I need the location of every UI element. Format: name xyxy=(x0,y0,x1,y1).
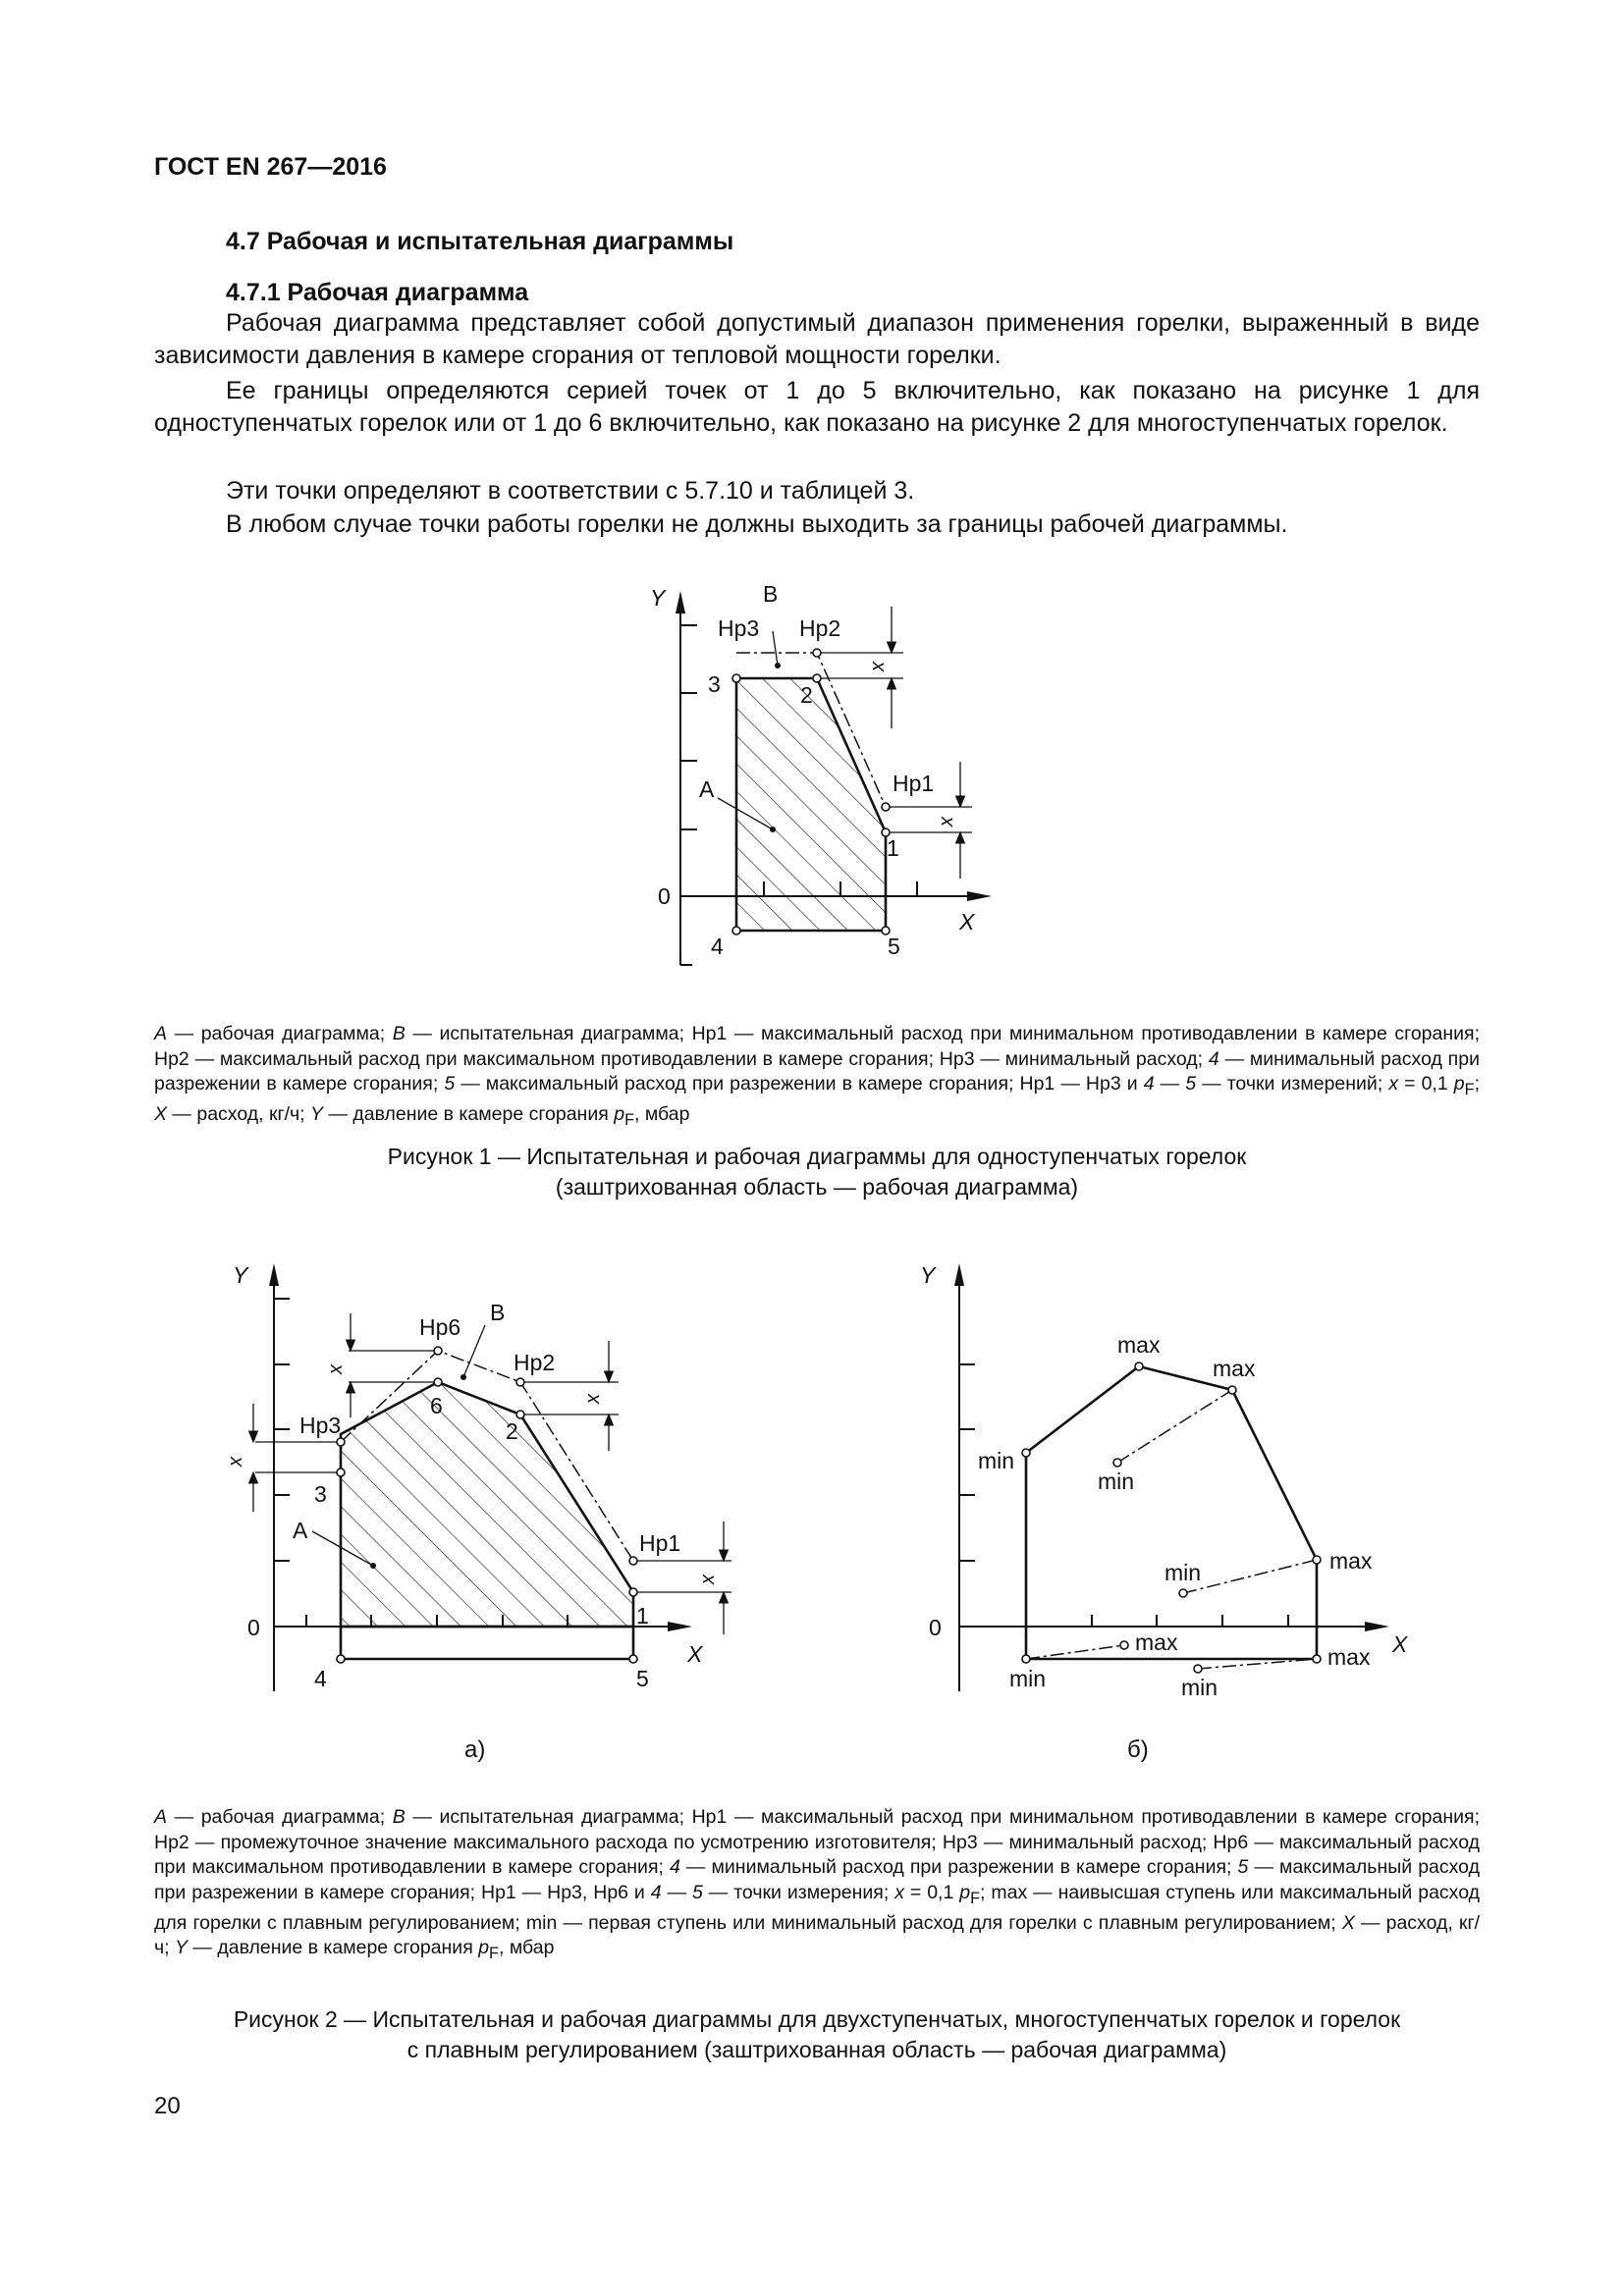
fig2b-label-min-4: min xyxy=(1009,1666,1047,1691)
fig2b-label-min-1: min xyxy=(978,1448,1015,1473)
fig1-label-hp1: Hp1 xyxy=(893,771,935,796)
fig1-dim-x-right: x xyxy=(936,817,957,827)
fig1-point-5: 5 xyxy=(888,934,900,959)
fig1-x-label: X xyxy=(959,909,975,934)
fig1-dim-x-top: x xyxy=(867,662,889,671)
fig2a-label-b: B xyxy=(490,1300,506,1325)
document-header: ГОСТ EN 267—2016 xyxy=(154,153,387,181)
page-number: 20 xyxy=(154,2093,181,2119)
fig1-label-a: A xyxy=(699,776,715,802)
figure-1-caption-line-1: Рисунок 1 — Испытательная и рабочая диаграммы для одноступенчатых горелок xyxy=(387,1144,1247,1169)
fig2a-x-label: X xyxy=(687,1641,703,1667)
fig2b-label-max-2: max xyxy=(1213,1356,1256,1381)
figure-2b-diagram xyxy=(903,1247,1434,1767)
fig1-label-hp2: Hp2 xyxy=(799,615,841,641)
fig1-origin-label: 0 xyxy=(658,883,671,909)
section-title: 4.7 Рабочая и испытательная диаграммы xyxy=(226,228,734,255)
paragraph-1: Рабочая диаграмма представляет собой допустимый диапазон применения горелки, выраженный в виде зависимости давления в камере сгорания от тепловой мощности горелки. xyxy=(154,309,1480,369)
fig2a-dim-x-2: x xyxy=(582,1394,604,1404)
fig2b-origin-label: 0 xyxy=(929,1615,942,1640)
fig2b-label-max-5: max xyxy=(1327,1644,1371,1670)
fig2a-point-3: 3 xyxy=(314,1481,327,1507)
fig2a-point-4: 4 xyxy=(314,1666,327,1691)
fig2a-point-6: 6 xyxy=(430,1393,443,1418)
fig2a-y-label: Y xyxy=(233,1262,248,1288)
fig1-label-b: B xyxy=(763,581,779,607)
figure-1-diagram xyxy=(628,574,1021,967)
fig2b-label-min-5: min xyxy=(1181,1675,1218,1700)
figure-2-caption-line-2: с плавным регулированием (заштрихованная область — рабочая диаграмма) xyxy=(406,2037,1227,2062)
fig2b-label-max-1: max xyxy=(1117,1332,1161,1358)
fig2b-label-max-4: max xyxy=(1135,1629,1178,1655)
fig2a-sub-label: а) xyxy=(464,1736,486,1763)
figure-1-legend: A — рабочая диаграмма; B — испытательная диаграмма; Hp1 — максимальный расход при минимальном противодавлении в камере сгорания; Hp2 — максимальный расход при максимальном противодавлении в камере сгорания; Hp3 — минимальный расход; 4 — минимальный расход при разрежении в камере сгорания; 5 — максимальный расход при разрежении в камере сгорания; Hp1 — Hp3 и 4 — 5 — точки измерений; x = 0,1 $p_F$; X — расход, кг/ч; Y — давление в камере сгорания $p_F$, мбар xyxy=(154,1023,1480,1130)
fig2a-origin-label: 0 xyxy=(247,1615,260,1640)
fig2a-label-a: A xyxy=(293,1518,308,1543)
figure-2-legend: A — рабочая диаграмма; B — испытательная диаграмма; Hp1 — максимальный расход при минимальном противодавлении в камере сгорания; Hp2 — промежуточное значение максимального расхода по усмотрению изготовителя; Hp3 — минимальный расход; Hp6 — максимальный расход при максимальном противодавлении в камере сгорания; 4 — минимальный расход при разрежении в камере сгорания; 5 — максимальный расход при разрежении в камере сгорания; Hp1 — Hp3, Hp6 и 4 — 5 — точки измерения; x = 0,1 $p_F$; max — наивысшая ступень или максимальный расход для горелки с плавным регулированием; min — первая ступень или минимальный расход для горелки с плавным регулированием; X — расход, кг/ч; Y — давление в камере сгорания $p_F$, мбар xyxy=(154,1806,1481,1963)
paragraph-3: Эти точки определяют в соответствии с 5.7.10 и таблицей 3. xyxy=(226,477,915,505)
fig2b-x-label: X xyxy=(1392,1631,1408,1657)
paragraph-4: В любом случае точки работы горелки не должны выходить за границы рабочей диаграммы. xyxy=(226,510,1288,538)
fig2a-label-hp6: Hp6 xyxy=(419,1314,461,1340)
paragraph-2: Ее границы определяются серией точек от 1 до 5 включительно, как показано на рисунке 1 для одноступенчатых горелок или от 1 до 6 включительно, как показано на рисунке 2 для многоступенчатых горелок. xyxy=(154,377,1480,437)
fig2b-label-min-2: min xyxy=(1098,1468,1135,1494)
fig2a-label-hp2: Hp2 xyxy=(514,1350,556,1375)
fig2a-label-hp1: Hp1 xyxy=(639,1530,681,1556)
fig2b-sub-label: б) xyxy=(1127,1736,1149,1763)
fig2a-dim-x-4: x xyxy=(697,1575,719,1584)
figure-2a-diagram xyxy=(216,1247,766,1767)
fig1-point-4: 4 xyxy=(711,934,724,959)
fig2a-dim-x-1: x xyxy=(325,1364,347,1374)
fig1-point-1: 1 xyxy=(887,835,899,861)
figure-1-caption-line-2: (заштрихованная область — рабочая диаграмма) xyxy=(555,1174,1079,1200)
fig1-label-hp3: Hp3 xyxy=(718,615,760,641)
fig2a-point-5: 5 xyxy=(636,1666,649,1691)
fig1-point-3: 3 xyxy=(708,671,721,697)
fig2a-point-1: 1 xyxy=(636,1603,649,1629)
fig2b-y-label: Y xyxy=(920,1262,936,1288)
fig2a-dim-x-3: x xyxy=(225,1457,246,1467)
fig1-y-label: Y xyxy=(650,585,666,611)
fig2a-label-hp3: Hp3 xyxy=(299,1413,342,1438)
figure-2-caption-line-1: Рисунок 2 — Испытательная и рабочая диаграммы для двухступенчатых, многоступенчатых горелок и горелок xyxy=(233,2006,1401,2032)
fig2a-point-2: 2 xyxy=(506,1418,518,1444)
fig2b-label-max-3: max xyxy=(1329,1548,1373,1574)
fig1-point-2: 2 xyxy=(800,682,813,708)
subsection-title: 4.7.1 Рабочая диаграмма xyxy=(226,279,529,306)
fig2b-label-min-3: min xyxy=(1164,1560,1202,1585)
